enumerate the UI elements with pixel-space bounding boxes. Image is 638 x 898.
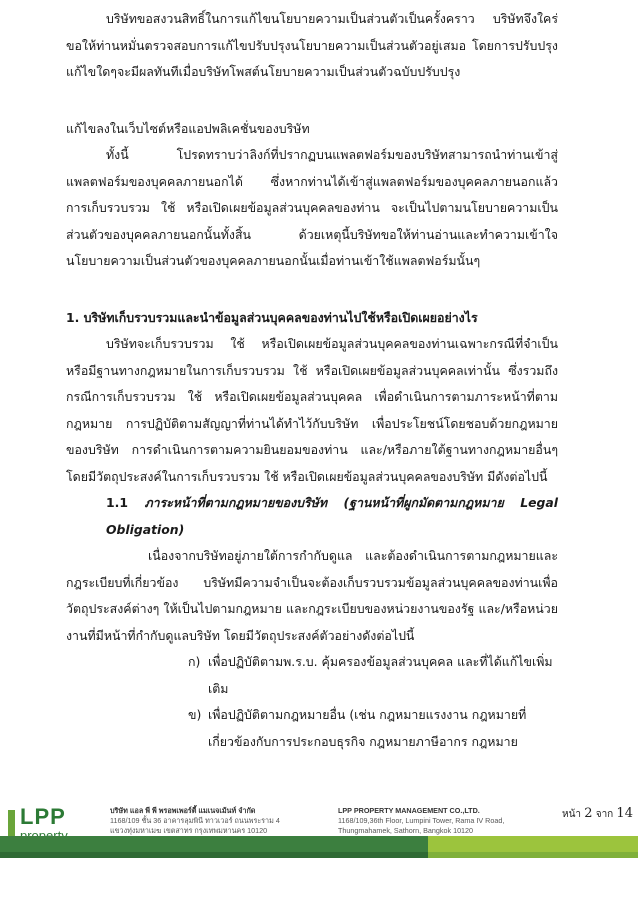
page-label: หน้า	[562, 809, 582, 820]
list-item	[66, 649, 558, 702]
list-item	[66, 702, 558, 755]
subsection-title: ภาระหน้าที่ตามกฎหมายของบริษัท (ฐานหน้าที่ผูกมัดตามกฎหมาย Legal Obligation)	[106, 495, 558, 537]
list-item-text: เพื่อปฏิบัติตามกฎหมายอื่น (เช่น กฎหมายแรงงาน กฎหมายที่เกี่ยวข้องกับการประกอบธุรกิจ กฎหมายภาษีอากร กฎหมาย	[208, 707, 527, 749]
page-number	[562, 806, 633, 822]
section-1-paragraph: บริษัทจะเก็บรวบรวม ใช้ หรือเปิดเผยข้อมูลส่วนบุคคลของท่านเฉพาะกรณีที่จำเป็น หรือมีฐานทางกฎหมายในการเก็บรวบรวม ใช้ หรือเปิดเผยข้อมูลส่วนบุคคลเท่านั้น ซึ่งรวมถึงกรณีการเก็บรวบรวม ใช้ หรือเปิดเผยข้อมูลส่วนบุคคล เพื่อดำเนินการตามภาระหน้าที่ตามกฎหมาย การปฏิบัติตามสัญญาที่ท่านได้ทำไว้กับบริษัท เพื่อประโยชน์โดยชอบด้วยกฎหมายของบริษัท การดำเนินการตามความยินยอมของท่าน และ/หรือภายใต้ฐานทางกฎหมายอื่นๆ โดยมีวัตถุประสงค์ในการเก็บรวบรวม ใช้ หรือเปิดเผยข้อมูลส่วนบุคคลของบริษัท มีดังต่อไปนี้	[66, 336, 558, 484]
footer-stripe	[0, 836, 638, 852]
subsection-1-1-heading	[66, 490, 558, 543]
list-item-marker: ก)	[188, 654, 201, 669]
logo-text: LPP	[20, 804, 66, 829]
document-body	[66, 6, 558, 755]
list-item-text: เพื่อปฏิบัติตามพ.ร.บ. คุ้มครองข้อมูลส่วนบุคคล และที่ได้แก้ไขเพิ่มเติม	[208, 654, 553, 696]
english-company-name: LPP PROPERTY MANAGEMENT CO.,LTD.	[338, 806, 480, 815]
page-footer	[0, 796, 638, 898]
page-of-label: จาก	[595, 809, 614, 820]
subsection-number: 1.1	[106, 495, 128, 510]
section-1-heading: 1. บริษัทเก็บรวบรวมและนำข้อมูลส่วนบุคคลของท่านไปใช้หรือเปิดเผยอย่างไร	[66, 309, 478, 325]
third-party-paragraph: ทั้งนี้ โปรดทราบว่าลิงก์ที่ปรากฏบนแพลตฟอร์มของบริษัทสามารถนำท่านเข้าสู่แพลตฟอร์มของบุคคลภายนอกได้ ซึ่งหากท่านได้เข้าสู่แพลตฟอร์มของบุคคลภายนอกแล้ว การเก็บรวบรวม ใช้ หรือเปิดเผยข้อมูลส่วนบุคคลของท่าน จะเป็นไปตามนโยบายความเป็นส่วนตัวของบุคคลภายนอกนั้นทั้งสิ้น ด้วยเหตุนี้บริษัทขอให้ท่านอ่านและทำความเข้าใจนโยบายความเป็นส่วนตัวของบุคคลภายนอกนั้นเมื่อท่านเข้าใช้แพลตฟอร์มนั้นๆ	[66, 147, 558, 268]
thai-address-line: แขวงทุ่งมหาเมฆ เขตสาทร กรุงเทพมหานคร 10120	[110, 826, 268, 835]
third-party-heading: แก้ไขลงในเว็บไซต์หรือแอปพลิเคชั่นของบริษัท	[66, 120, 310, 136]
page-current: 2	[584, 806, 593, 821]
list-item-marker: ข)	[188, 707, 202, 722]
english-address-line: 1168/109,36th Floor, Lumpini Tower, Rama IV Road,	[338, 816, 505, 825]
footer-stripe-bottom	[0, 852, 638, 858]
page-total: 14	[616, 806, 633, 821]
thai-address-line: 1168/109 ชั้น 36 อาคารลุมพินี ทาวเวอร์ ถนนพระราม 4	[110, 816, 280, 825]
subsection-1-1-paragraph: เนื่องจากบริษัทอยู่ภายใต้การกำกับดูแล และต้องดำเนินการตามกฎหมายและกฎระเบียบที่เกี่ยวข้อง บริษัทมีความจำเป็นจะต้องเก็บรวบรวมข้อมูลส่วนบุคคลของท่านเพื่อวัตถุประสงค์ต่างๆ ให้เป็นไปตามกฎหมาย และกฎระเบียบของหน่วยงานของรัฐ และ/หรือหน่วยงานที่มีหน้าที่กำกับดูแลบริษัท โดยมีวัตถุประสงค์ตัวอย่างดังต่อไปนี้	[66, 548, 558, 643]
english-address-line: Thungmahamek, Sathorn, Bangkok 10120	[338, 826, 474, 835]
intro-paragraph: บริษัทขอสงวนสิทธิ์ในการแก้ไขนโยบายความเป็นส่วนตัวเป็นครั้งคราว บริษัทจึงใคร่ขอให้ท่านหมั่นตรวจสอบการแก้ไขปรับปรุงนโยบายความเป็นส่วนตัวอยู่เสมอ โดยการปรับปรุงแก้ไขใดๆจะมีผลทันทีเมื่อบริษัทโพสต์นโยบายความเป็นส่วนตัวฉบับปรับปรุง	[66, 11, 558, 79]
thai-company-name: บริษัท แอล พี พี พรอพเพอร์ตี้ แมเนจเม้นท์ จำกัด	[110, 806, 256, 815]
